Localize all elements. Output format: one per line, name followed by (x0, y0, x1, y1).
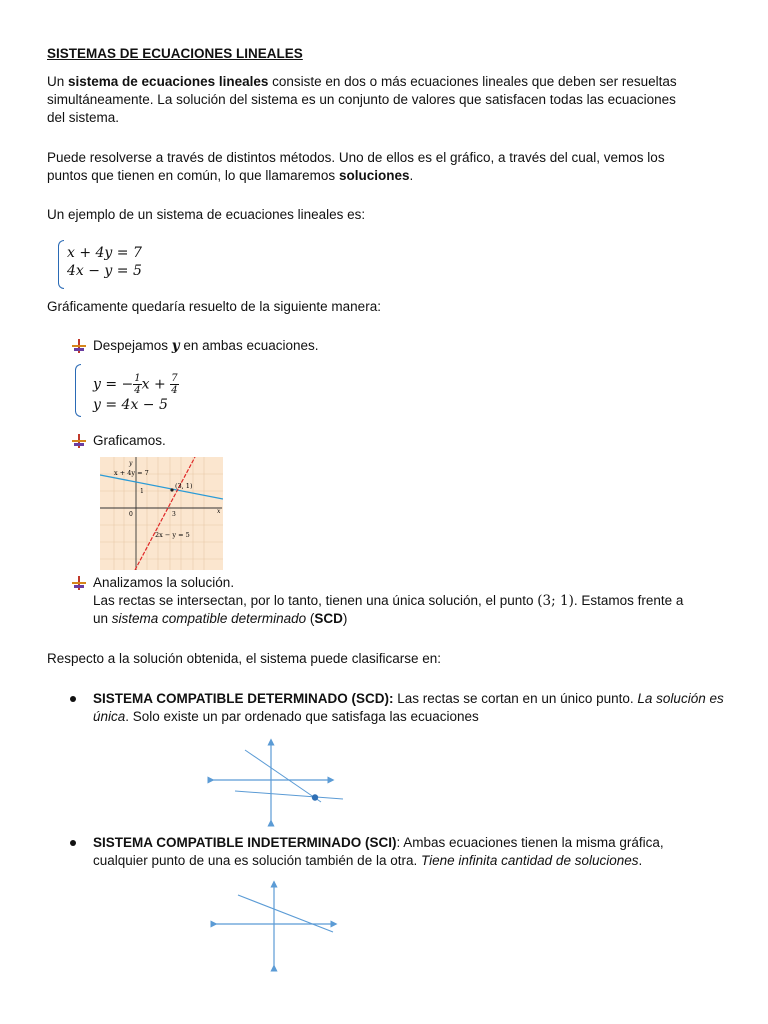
scd-line-2 (235, 791, 343, 799)
scd-text: SISTEMA COMPATIBLE DETERMINADO (SCD): Las rectas se cortan en un único punto. La solución es única. Solo existe un par ordenado que satisfaga las ecuaciones (93, 691, 724, 724)
graph-intro: Gráficamente quedaría resuelto de la siguiente manera: (47, 299, 381, 314)
sci-diagram (208, 880, 343, 972)
step3-text: Analizamos la solución. Las rectas se intersectan, por lo tanto, tienen una única solución, el punto (3; 1). Estamos frente a un sistema compatible determinado (SCD) (93, 575, 684, 626)
sci-text: SISTEMA COMPATIBLE INDETERMINADO (SCI): Ambas ecuaciones tienen la misma gráfica, cualquier punto de una es solución también de la otra. Tiene infinita cantidad de soluciones. (93, 835, 664, 868)
graph-label-eq1: x + 4y = 7 (114, 469, 149, 477)
graph-label-point: (3, 1) (175, 482, 193, 490)
arrow-bullet-icon (72, 576, 86, 590)
solved-brace (75, 364, 81, 417)
arrow-bullet-icon (72, 339, 86, 353)
system-brace (58, 240, 64, 289)
bullet-dot (70, 696, 76, 702)
system-eq2: 4x − y = 5 (67, 263, 142, 279)
page-title: SISTEMAS DE ECUACIONES LINEALES (47, 46, 303, 61)
system-eq1: x + 4y = 7 (67, 245, 142, 261)
graph-tick-origin: 0 (129, 511, 133, 518)
graph-tick-3: 3 (172, 511, 176, 518)
graph-intersection-point (170, 488, 173, 491)
scd-diagram (205, 738, 350, 828)
solved-eq2: y = 4x − 5 (93, 397, 168, 413)
graph-axis-x-label: x (217, 508, 221, 515)
bullet-dot (70, 840, 76, 846)
solved-eq1: y = − $\frac{1}{4}$ x + $\frac{7}{4}$ (93, 373, 178, 396)
graph-axis-y-label: y (129, 460, 133, 467)
classify-intro: Respecto a la solución obtenida, el sistema puede clasificarse en: (47, 651, 441, 666)
step1-text: Despejamos y en ambas ecuaciones. (93, 338, 319, 354)
graph-label-eq2: 2x − y = 5 (155, 531, 190, 539)
graph-tick-1: 1 (140, 488, 144, 495)
sci-coincident-lines (238, 895, 333, 932)
arrow-bullet-icon (72, 434, 86, 448)
solution-graph (100, 457, 223, 570)
scd-intersection-point (312, 794, 318, 800)
step2-text: Graficamos. (93, 433, 166, 448)
methods-paragraph: Puede resolverse a través de distintos métodos. Uno de ellos es el gráfico, a través del cual, vemos los puntos que tienen en común, lo que llamaremos soluciones. (47, 150, 665, 183)
intro-paragraph: Un sistema de ecuaciones lineales consiste en dos o más ecuaciones lineales que deben ser resueltas simultáneamente. La solución del sistema es un conjunto de valores que satisfacen todas las ecuaciones del sistema. (47, 74, 677, 125)
example-intro: Un ejemplo de un sistema de ecuaciones lineales es: (47, 207, 366, 222)
